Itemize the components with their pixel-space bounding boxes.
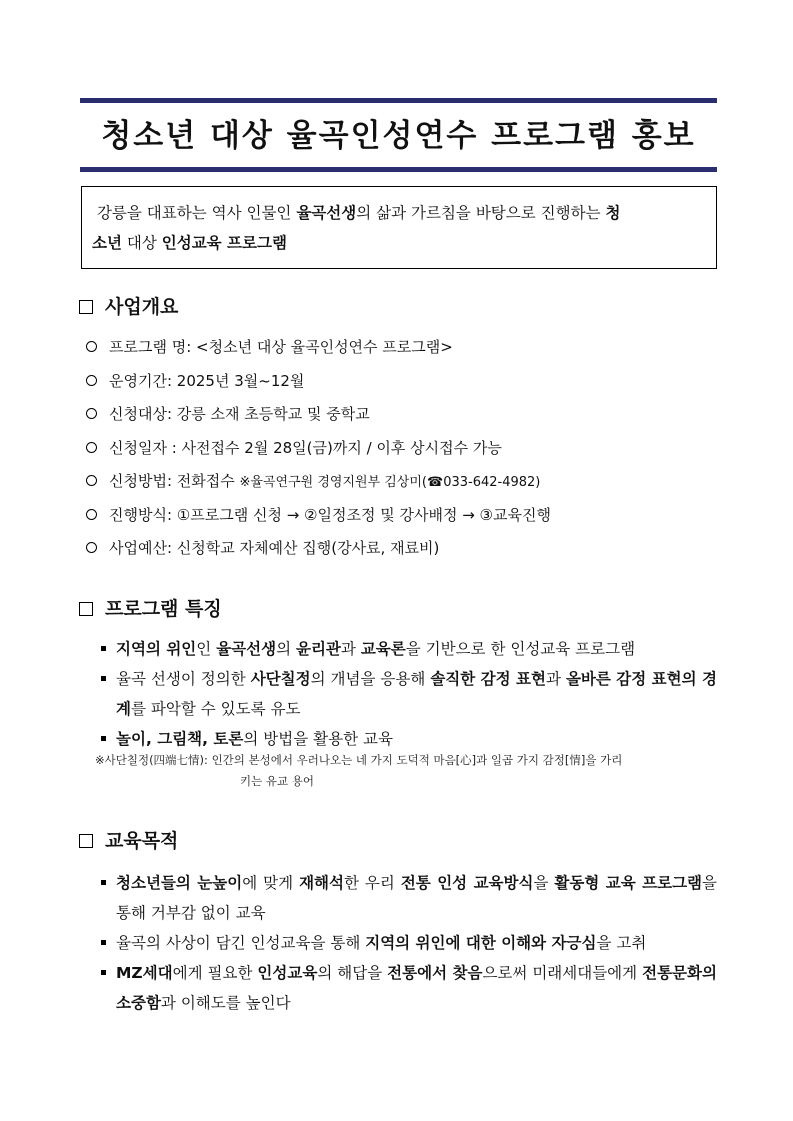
intro-text-3: 대상 [121,234,162,252]
feature-text: 율곡 선생이 정의한 [116,670,251,688]
feature-text: 의 방법을 활용한 교육 [243,730,393,748]
square-bullet-icon [101,646,106,651]
overview-item [86,470,551,504]
feature-bold: 윤리관 [295,640,341,658]
feature-text: 의 [276,640,296,658]
intro-bold-yulgok: 율곡선생 [296,204,357,222]
circle-bullet-icon [86,542,97,553]
overview-text: 사업예산: 신청학교 자체예산 집행(강사료, 재료비) [109,539,440,557]
feature-text: 과 [340,640,361,658]
square-bullet-icon [101,736,106,741]
circle-bullet-icon [86,408,97,419]
feature-bold: 올바른 감정 표현의 경계 [116,670,718,718]
overview-item [86,403,551,437]
overview-item [86,437,551,471]
feature-text: 을 기반으로 한 인성교육 프로그램 [405,640,636,658]
goal-text: 을 [533,874,555,892]
goal-text: 한 우리 [343,874,401,892]
feature-text: 의 개념을 응용해 [310,670,431,688]
goal-text: 과 이해도를 높인다 [160,994,291,1012]
overview-text: 신청방법: 전화접수 [109,472,240,490]
title-rule-top [80,98,717,103]
intro-bold-target: 청 소년 [92,204,621,252]
goal-bold: 청소년들의 눈높이 [116,874,243,892]
overview-text: 신청일자 : 사전접수 2월 28일(금)까지 / 이후 상시접수 가능 [109,438,502,457]
square-bullet-icon [101,880,106,885]
goal-item [100,958,717,1018]
section-title-goals [79,828,178,854]
checkbox-square-icon [79,834,93,848]
goal-bold: 활동형 교육 프로그램 [554,874,703,892]
goal-item [100,868,717,928]
feature-text: 인 [196,640,217,658]
feature-bold: 율곡선생 [216,640,277,658]
overview-text: 신청대상: 강릉 소재 초등학교 및 중학교 [109,405,370,423]
goal-text: 에게 필요한 [172,964,258,982]
goal-bold: 전통에서 찾음 [387,964,483,982]
overview-text: 프로그램 명: <청소년 대상 율곡인성연수 프로그램> [109,338,453,356]
square-bullet-icon [101,970,106,975]
feature-item [100,664,717,724]
footnote-sadan-chiljeong [95,750,717,792]
goals-list [100,868,717,1018]
section-title-features [79,596,222,622]
goal-bold: MZ세대 [116,964,173,982]
circle-bullet-icon [86,442,97,453]
feature-bold: 지역의 위인 [116,640,197,658]
phone-contact-note: ※율곡연구원 경영지원부 김상미(☎033-642-4982) [239,475,541,490]
overview-item [86,336,551,370]
feature-item [100,634,717,664]
section-title-overview [79,294,178,320]
feature-bold: 솔직한 감정 표현 [430,670,546,688]
intro-text-2: 의 삶과 가르침을 바탕으로 진행하는 [356,204,606,222]
features-list [100,634,717,754]
goal-text: 의 해답을 [317,964,388,982]
feature-bold: 놀이, 그림책, 토론 [116,730,244,748]
goal-text: 율곡의 사상이 담긴 인성교육을 통해 [116,934,366,952]
goal-item [100,928,717,958]
title-rule-bottom [80,167,717,172]
overview-item [86,504,551,538]
feature-text: 를 파악할 수 있도록 유도 [130,700,301,718]
feature-bold: 사단칠정 [250,670,311,688]
overview-item [86,370,551,404]
checkbox-square-icon [79,602,93,616]
intro-box [81,186,717,269]
overview-item [86,537,551,571]
goal-text: 을 고취 [596,934,647,952]
circle-bullet-icon [86,375,97,386]
page-title: 청소년 대상 율곡인성연수 프로그램 홍보 [101,118,696,154]
section-title-goals-label: 교육목적 [105,830,179,852]
feature-bold: 교육론 [360,640,406,658]
overview-list [86,336,551,571]
footnote-line-2: 키는 유교 용어 [240,774,314,788]
goal-bold: 전통문화의 소중함 [116,964,717,1012]
goal-bold: 전통 인성 교육방식 [400,874,534,892]
intro-bold-program: 인성교육 프로그램 [161,234,287,252]
circle-bullet-icon [86,475,97,486]
goal-bold: 재해석 [299,874,344,892]
goal-text: 을 통해 거부감 없이 교육 [116,874,718,922]
section-title-overview-label: 사업개요 [105,296,179,318]
checkbox-square-icon [79,300,93,314]
overview-text: 운영기간: 2025년 3월~12월 [109,371,305,390]
goal-text: 으로써 미래세대들에게 [482,964,643,982]
overview-text: 진행방식: ①프로그램 신청 → ②일정조정 및 강사배정 → ③교육진행 [109,505,551,524]
goal-text: 에 맞게 [242,874,300,892]
goal-bold: 인성교육 [257,964,318,982]
square-bullet-icon [101,676,106,681]
footnote-line-1: ※사단칠정(四端七情): 인간의 본성에서 우러나오는 네 가지 도덕적 마음[心]과 일곱 가지 감정[情]을 가리 [95,753,623,767]
intro-text-1: 강릉을 대표하는 역사 인물인 [96,204,297,222]
square-bullet-icon [101,940,106,945]
circle-bullet-icon [86,509,97,520]
feature-text: 과 [546,670,566,688]
circle-bullet-icon [86,341,97,352]
goal-bold: 지역의 위인에 대한 이해와 자긍심 [365,934,597,952]
section-title-features-label: 프로그램 특징 [105,598,222,620]
